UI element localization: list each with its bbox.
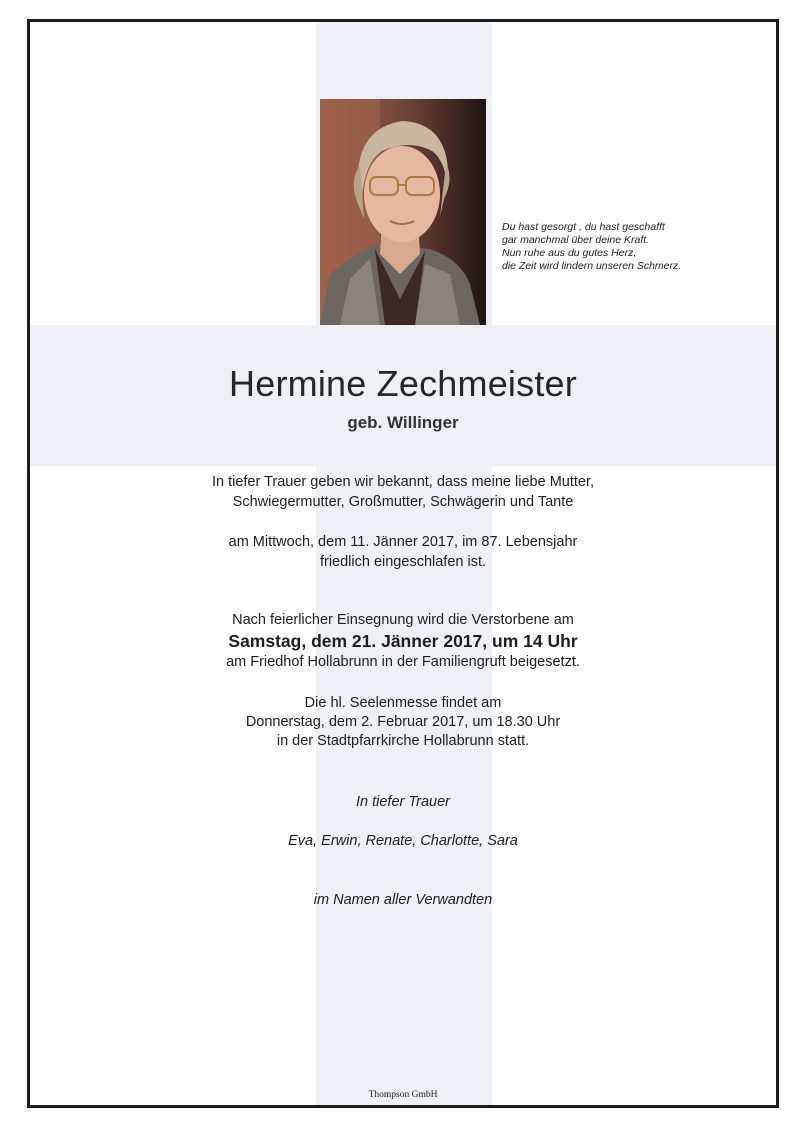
death-line: friedlich eingeschlafen ist.: [319, 554, 487, 570]
mourners-heading: In tiefer Trauer: [355, 794, 451, 810]
death-date-line: am Mittwoch, dem 11. Jänner 2017, im 87. Lebensjahr: [228, 534, 578, 550]
memorial-poem: [502, 221, 770, 273]
poem-line: gar manchmal über deine Kraft.: [502, 234, 650, 246]
burial-place: am Friedhof Hollabrunn in der Familiengruft beigesetzt.: [226, 654, 580, 670]
portrait-photo: [320, 99, 486, 325]
mourners-closing: im Namen aller Verwandten: [313, 892, 493, 908]
announcement-line: In tiefer Trauer geben wir bekannt, dass meine liebe Mutter,: [211, 474, 595, 490]
portrait-image: [320, 99, 486, 325]
deceased-name: Hermine Zechmeister: [229, 363, 577, 404]
poem-line: Du hast gesorgt , du hast geschafft: [502, 221, 665, 233]
burial-intro: Nach feierlicher Einsegnung wird die Verstorbene am: [232, 612, 574, 628]
poem-line: Nun ruhe aus du gutes Herz,: [502, 247, 637, 259]
obituary-card: [27, 19, 779, 1108]
poem-line: die Zeit wird lindern unseren Schmerz.: [502, 260, 682, 272]
mourners-names: Eva, Erwin, Renate, Charlotte, Sara: [288, 833, 518, 849]
burial-date: Samstag, dem 21. Jänner 2017, um 14 Uhr: [228, 631, 578, 651]
mass-place: in der Stadtpfarrkirche Hollabrunn statt.: [276, 733, 530, 749]
mass-date: Donnerstag, dem 2. Februar 2017, um 18.30 Uhr: [245, 714, 561, 730]
announcement-line: Schwiegermutter, Großmutter, Schwägerin und Tante: [232, 494, 574, 510]
mass-line: Die hl. Seelenmesse findet am: [304, 695, 502, 711]
publisher-footer: Thompson GmbH: [368, 1090, 438, 1100]
maiden-name: geb. Willinger: [347, 413, 459, 432]
